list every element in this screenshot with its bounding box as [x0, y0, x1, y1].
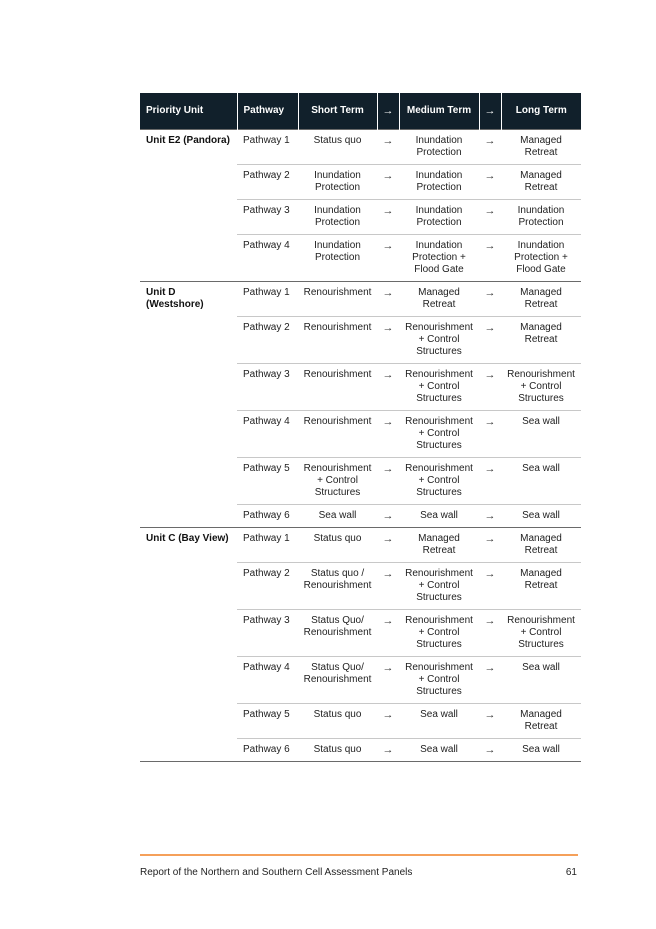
- short-term-cell: Renourishment: [298, 411, 377, 458]
- priority-unit-cell: [140, 610, 237, 657]
- table-row: [140, 364, 581, 411]
- long-term-cell: Managed Retreat: [501, 165, 581, 200]
- short-term-cell: Inundation Protection: [298, 165, 377, 200]
- pathway-cell: Pathway 4: [237, 411, 298, 458]
- medium-term-cell: Sea wall: [399, 739, 479, 762]
- pathway-cell: Pathway 5: [237, 704, 298, 739]
- long-term-cell: Renourishment + Control Structures: [501, 364, 581, 411]
- table-row: [140, 739, 581, 762]
- medium-term-cell: Renourishment + Control Structures: [399, 364, 479, 411]
- long-term-cell: Managed Retreat: [501, 317, 581, 364]
- table-row: [140, 528, 581, 563]
- long-term-cell: Inundation Protection: [501, 200, 581, 235]
- long-term-cell: Sea wall: [501, 411, 581, 458]
- arrow-icon: →: [479, 235, 501, 282]
- short-term-cell: Inundation Protection: [298, 200, 377, 235]
- arrow-icon: →: [377, 458, 399, 505]
- long-term-cell: Managed Retreat: [501, 130, 581, 165]
- medium-term-cell: Renourishment + Control Structures: [399, 563, 479, 610]
- pathway-cell: Pathway 1: [237, 528, 298, 563]
- pathway-cell: Pathway 2: [237, 317, 298, 364]
- page-number: 61: [565, 867, 577, 878]
- arrow-icon: →: [377, 130, 399, 165]
- header-priority-unit: Priority Unit: [140, 93, 237, 130]
- short-term-cell: Inundation Protection: [298, 235, 377, 282]
- short-term-cell: Renourishment + Control Structures: [298, 458, 377, 505]
- header-arrow-icon: →: [479, 93, 501, 130]
- table-row: [140, 165, 581, 200]
- short-term-cell: Status Quo/ Renourishment: [298, 657, 377, 704]
- priority-unit-cell: [140, 505, 237, 528]
- arrow-icon: →: [377, 704, 399, 739]
- priority-unit-cell: [140, 657, 237, 704]
- arrow-icon: →: [479, 130, 501, 165]
- arrow-icon: →: [479, 739, 501, 762]
- short-term-cell: Status quo: [298, 739, 377, 762]
- table-row: [140, 563, 581, 610]
- priority-unit-cell: [140, 200, 237, 235]
- pathway-cell: Pathway 2: [237, 165, 298, 200]
- arrow-icon: →: [377, 165, 399, 200]
- priority-unit-cell: [140, 563, 237, 610]
- short-term-cell: Sea wall: [298, 505, 377, 528]
- arrow-icon: →: [479, 704, 501, 739]
- long-term-cell: Sea wall: [501, 657, 581, 704]
- arrow-icon: →: [377, 282, 399, 317]
- arrow-icon: →: [377, 235, 399, 282]
- priority-unit-cell: Unit C (Bay View): [140, 528, 237, 563]
- pathway-cell: Pathway 1: [237, 130, 298, 165]
- table-row: [140, 411, 581, 458]
- priority-unit-cell: [140, 458, 237, 505]
- arrow-icon: →: [377, 317, 399, 364]
- medium-term-cell: Renourishment + Control Structures: [399, 610, 479, 657]
- medium-term-cell: Sea wall: [399, 505, 479, 528]
- medium-term-cell: Renourishment + Control Structures: [399, 411, 479, 458]
- arrow-icon: →: [377, 411, 399, 458]
- short-term-cell: Status Quo/ Renourishment: [298, 610, 377, 657]
- arrow-icon: →: [479, 458, 501, 505]
- arrow-icon: →: [479, 563, 501, 610]
- short-term-cell: Status quo / Renourishment: [298, 563, 377, 610]
- pathway-cell: Pathway 3: [237, 610, 298, 657]
- priority-unit-cell: [140, 165, 237, 200]
- arrow-icon: →: [377, 528, 399, 563]
- long-term-cell: Sea wall: [501, 739, 581, 762]
- header-medium-term: Medium Term: [399, 93, 479, 130]
- arrow-icon: →: [377, 610, 399, 657]
- long-term-cell: Renourishment + Control Structures: [501, 610, 581, 657]
- medium-term-cell: Renourishment + Control Structures: [399, 657, 479, 704]
- priority-unit-cell: [140, 317, 237, 364]
- medium-term-cell: Inundation Protection + Flood Gate: [399, 235, 479, 282]
- medium-term-cell: Inundation Protection: [399, 200, 479, 235]
- long-term-cell: Managed Retreat: [501, 528, 581, 563]
- pathway-cell: Pathway 4: [237, 657, 298, 704]
- pathway-cell: Pathway 3: [237, 364, 298, 411]
- medium-term-cell: Renourishment + Control Structures: [399, 317, 479, 364]
- table-row: [140, 317, 581, 364]
- arrow-icon: →: [479, 165, 501, 200]
- pathway-cell: Pathway 5: [237, 458, 298, 505]
- arrow-icon: →: [377, 200, 399, 235]
- footer-divider: [140, 854, 578, 856]
- table-header-row: [140, 93, 581, 130]
- long-term-cell: Managed Retreat: [501, 563, 581, 610]
- medium-term-cell: Managed Retreat: [399, 282, 479, 317]
- short-term-cell: Renourishment: [298, 317, 377, 364]
- priority-pathways-table: [140, 93, 581, 762]
- table-row: [140, 610, 581, 657]
- medium-term-cell: Managed Retreat: [399, 528, 479, 563]
- arrow-icon: →: [479, 200, 501, 235]
- footer-report-title: Report of the Northern and Southern Cell Assessment Panels: [140, 867, 413, 878]
- long-term-cell: Sea wall: [501, 458, 581, 505]
- table-row: [140, 458, 581, 505]
- long-term-cell: Inundation Protection + Flood Gate: [501, 235, 581, 282]
- pathway-cell: Pathway 1: [237, 282, 298, 317]
- table-row: [140, 235, 581, 282]
- header-short-term: Short Term: [298, 93, 377, 130]
- priority-unit-cell: Unit D (Westshore): [140, 282, 237, 317]
- medium-term-cell: Inundation Protection: [399, 130, 479, 165]
- pathway-cell: Pathway 4: [237, 235, 298, 282]
- short-term-cell: Status quo: [298, 130, 377, 165]
- header-long-term: Long Term: [501, 93, 581, 130]
- priority-unit-cell: Unit E2 (Pandora): [140, 130, 237, 165]
- table-row: [140, 200, 581, 235]
- arrow-icon: →: [479, 610, 501, 657]
- arrow-icon: →: [479, 282, 501, 317]
- table-row: [140, 657, 581, 704]
- table-body: [140, 130, 581, 762]
- priority-unit-cell: [140, 739, 237, 762]
- short-term-cell: Renourishment: [298, 364, 377, 411]
- header-pathway: Pathway: [237, 93, 298, 130]
- arrow-icon: →: [377, 563, 399, 610]
- arrow-icon: →: [479, 657, 501, 704]
- table-row: [140, 704, 581, 739]
- long-term-cell: Managed Retreat: [501, 282, 581, 317]
- pathway-cell: Pathway 6: [237, 505, 298, 528]
- arrow-icon: →: [377, 657, 399, 704]
- arrow-icon: →: [377, 364, 399, 411]
- priority-unit-cell: [140, 235, 237, 282]
- medium-term-cell: Sea wall: [399, 704, 479, 739]
- arrow-icon: →: [479, 505, 501, 528]
- pathway-cell: Pathway 2: [237, 563, 298, 610]
- arrow-icon: →: [377, 739, 399, 762]
- priority-unit-cell: [140, 411, 237, 458]
- short-term-cell: Status quo: [298, 528, 377, 563]
- table-row: [140, 130, 581, 165]
- arrow-icon: →: [479, 528, 501, 563]
- arrow-icon: →: [479, 411, 501, 458]
- long-term-cell: Managed Retreat: [501, 704, 581, 739]
- short-term-cell: Status quo: [298, 704, 377, 739]
- priority-unit-cell: [140, 704, 237, 739]
- arrow-icon: →: [377, 505, 399, 528]
- medium-term-cell: Inundation Protection: [399, 165, 479, 200]
- arrow-icon: →: [479, 317, 501, 364]
- short-term-cell: Renourishment: [298, 282, 377, 317]
- arrow-icon: →: [479, 364, 501, 411]
- pathway-cell: Pathway 6: [237, 739, 298, 762]
- table-row: [140, 282, 581, 317]
- long-term-cell: Sea wall: [501, 505, 581, 528]
- priority-unit-cell: [140, 364, 237, 411]
- pathway-cell: Pathway 3: [237, 200, 298, 235]
- medium-term-cell: Renourishment + Control Structures: [399, 458, 479, 505]
- table-row: [140, 505, 581, 528]
- header-arrow-icon: →: [377, 93, 399, 130]
